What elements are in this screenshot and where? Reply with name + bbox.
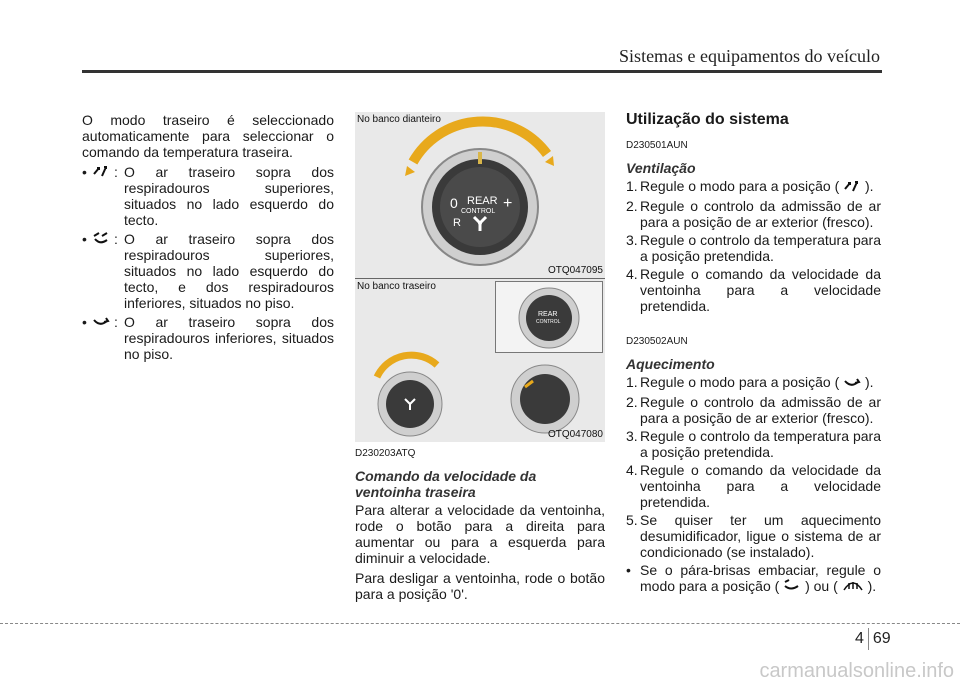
list-item: 4. Regule o comando da velocidade da ventoinha para a velocidade pretendida.: [626, 461, 881, 510]
column-right: [626, 112, 881, 597]
list-item: • Se o pára-brisas embaciar, regule o modo para a posição ( ) ou ( ).: [626, 561, 881, 594]
list-item: 3. Regule o controlo da temperatura para a posição pretendida.: [626, 231, 881, 264]
section-code: D230502AUN: [626, 335, 688, 347]
list-item: 2. Regule o controlo da admissão de ar para a posição de ar exterior (fresco).: [626, 393, 881, 426]
paragraph: Para desligar a ventoinha, rode o botão para a posição '0'.: [355, 570, 605, 602]
list-item: • : O ar traseiro sopra dos respiradouros inferiores, situados no piso.: [82, 314, 334, 362]
floor-vent-icon: [92, 314, 114, 362]
subheading: Comando da velocidade da ventoinha traseira: [355, 468, 537, 500]
list-item: 1. Regule o modo para a posição ( ).: [626, 373, 874, 390]
knob-r-label: R: [453, 217, 461, 229]
defrost-icon: [842, 578, 864, 595]
list-item: • : O ar traseiro sopra dos respiradouros superiores, situados no lado esquerdo do tecto.: [82, 164, 334, 228]
figure-label: No banco dianteiro: [357, 114, 441, 125]
figure-rear-seat: [355, 279, 605, 442]
knob-rear-label: REAR: [467, 195, 498, 207]
column-left: [82, 112, 334, 365]
upper-vent-icon: [92, 164, 114, 228]
list-item: • : O ar traseiro sopra dos respiradouros superiores, situados no lado esquerdo do tecto, e dos respiradouros inferiores, situados no piso.: [82, 231, 334, 311]
subheading: Aquecimento: [626, 355, 715, 372]
list-item: 1. Regule o modo para a posição ( ).: [626, 178, 874, 194]
column-middle: [355, 446, 605, 606]
figure-label: No banco traseiro: [357, 281, 436, 292]
section-title: Utilização do sistema: [626, 111, 789, 128]
list-item: 5. Se quiser ter um aquecimento desumidificador, ligue o sistema de ar condicionado (se instalado).: [626, 511, 881, 560]
knob-control-label: CONTROL: [461, 208, 496, 215]
list-item: 4. Regule o comando da velocidade da ventoinha para a velocidade pretendida.: [626, 265, 881, 314]
floor-defrost-vent-icon: [783, 578, 801, 595]
knob-plus-label: +: [503, 195, 513, 212]
figure-code: OTQ047080: [547, 429, 603, 440]
section-code: D230203ATQ: [355, 448, 416, 459]
subheading: Ventilação: [626, 160, 696, 176]
rear-control-knob-illustration: [355, 112, 605, 278]
watermark: carmanualsonline.info: [759, 660, 954, 682]
list-item: 3. Regule o controlo da temperatura para a posição pretendida.: [626, 427, 881, 460]
knob-zero-label: 0: [450, 195, 458, 211]
section-code: D230501AUN: [626, 140, 688, 151]
bi-level-vent-icon: [92, 231, 114, 311]
rear-knobs-illustration: [355, 279, 605, 442]
inset-control-label: CONTROL: [536, 319, 561, 325]
paragraph: Para alterar a velocidade da ventoinha, rode o botão para a direita para aumentar ou para a esquerda para diminuir a velocidade.: [355, 502, 605, 566]
footer-rule: [0, 623, 960, 624]
page-number: 4 69: [855, 628, 891, 650]
list-item: 2. Regule o controlo da admissão de ar para a posição de ar exterior (fresco).: [626, 197, 881, 230]
page-header-title: Sistemas e equipamentos do veículo: [619, 46, 880, 66]
header-rule: [82, 70, 882, 73]
floor-vent-icon: [843, 375, 861, 392]
upper-vent-icon: [843, 179, 861, 196]
intro-paragraph: O modo traseiro é seleccionado automaticamente para seleccionar o comando da temperatura traseira.: [82, 112, 334, 160]
figure-code: OTQ047095: [547, 265, 603, 276]
figure-front-seat: [355, 112, 605, 278]
inset-rear-label: REAR: [538, 311, 558, 318]
